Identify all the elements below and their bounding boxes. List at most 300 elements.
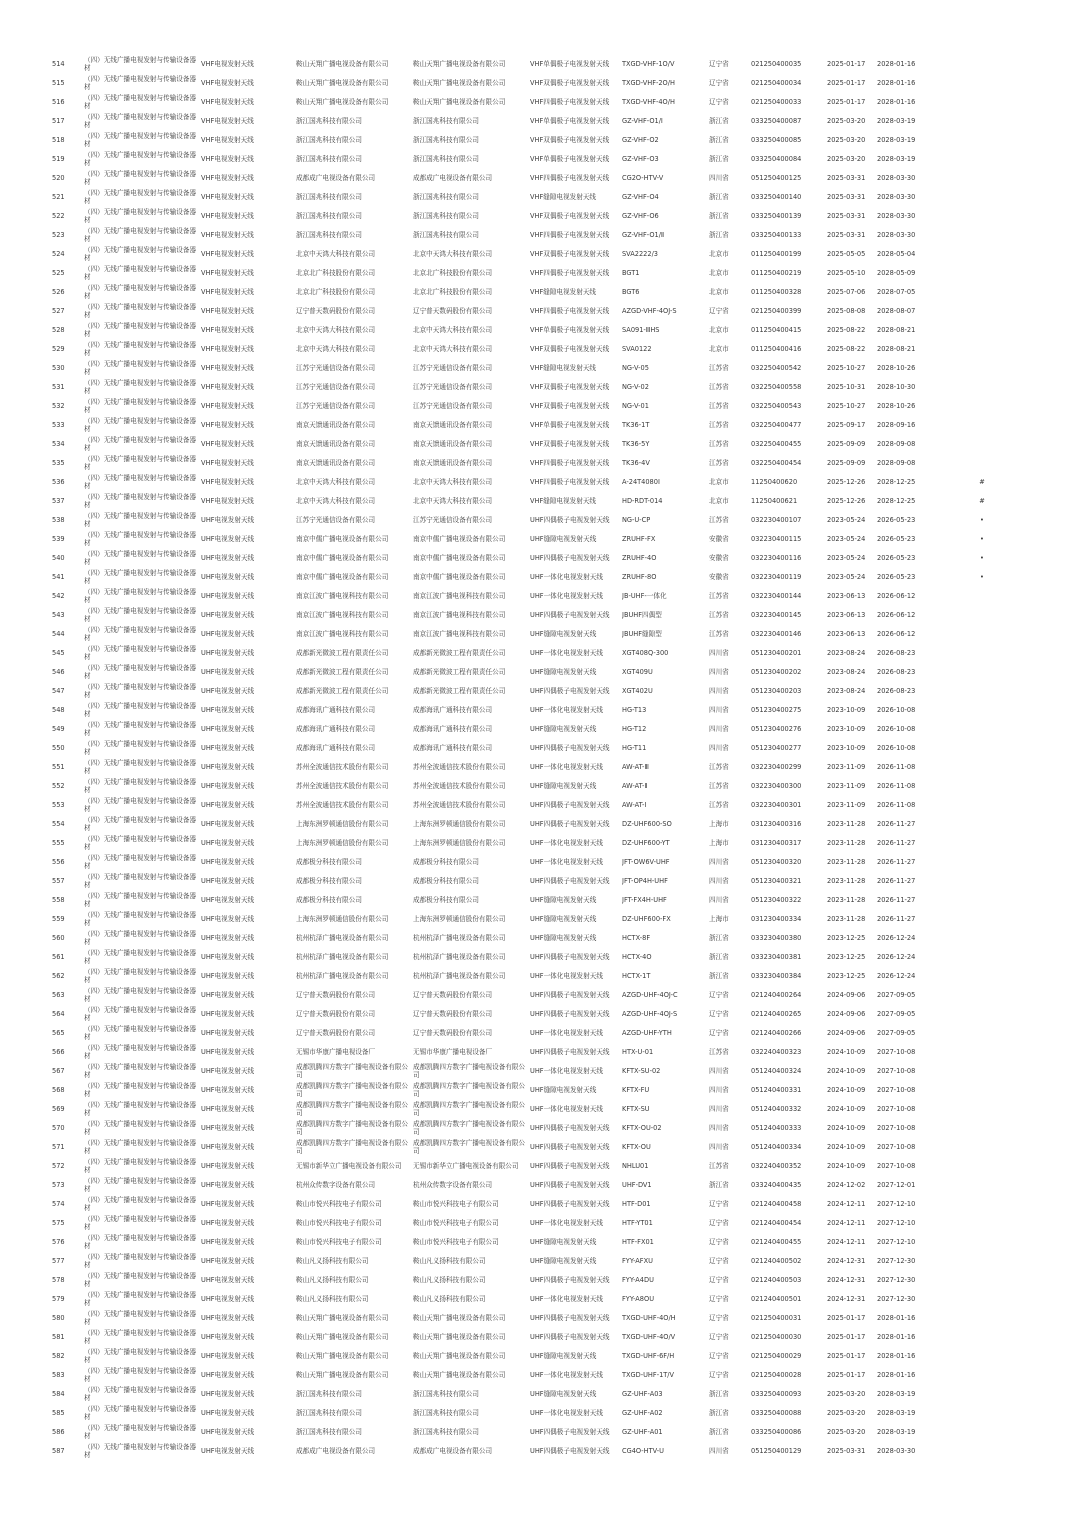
row-number: 529: [52, 344, 65, 353]
province: 江苏省: [709, 458, 729, 467]
issue-date: 2025-03-20: [827, 1427, 866, 1436]
category: （四）无线广播电视发射与传输设备器材: [84, 720, 197, 737]
manufacturer: 成都极分科技有限公司: [296, 895, 362, 904]
applicant: 南京天馈通讯设备有限公司: [413, 420, 493, 429]
product-type: VHF电视发射天线: [201, 363, 254, 372]
applicant: 无锡市华康广播电视设备厂: [413, 1047, 493, 1056]
certificate-number: 032230400116: [751, 553, 802, 562]
product-name: VHF双偶极子电视发射天线: [530, 78, 610, 87]
issue-date: 2025-05-10: [827, 268, 866, 277]
category: （四）无线广播电视发射与传输设备器材: [84, 207, 197, 224]
product-type: UHF电视发射天线: [201, 705, 255, 714]
row-number: 537: [52, 496, 65, 505]
note-mark: [977, 55, 987, 74]
product-type: UHF电视发射天线: [201, 1332, 255, 1341]
expiry-date: 2028-01-16: [877, 1313, 916, 1322]
note-mark: •: [980, 515, 984, 524]
product-type: UHF电视发射天线: [201, 1275, 255, 1284]
product-type: VHF电视发射天线: [201, 382, 254, 391]
note-mark: [977, 1062, 987, 1081]
product-name: UHF四偶极子电视发射天线: [530, 686, 610, 695]
table-row: [52, 1423, 987, 1442]
expiry-date: 2028-09-16: [877, 420, 916, 429]
model: SVA2222/3: [622, 249, 658, 258]
issue-date: 2023-11-28: [827, 876, 866, 885]
issue-date: 2024-10-09: [827, 1104, 866, 1113]
expiry-date: 2027-10-08: [877, 1085, 916, 1094]
product-name: UHF一体化电视发射天线: [530, 971, 603, 980]
category: （四）无线广播电视发射与传输设备器材: [84, 226, 197, 243]
applicant: 成都新光微波工程有限责任公司: [413, 667, 506, 676]
category: （四）无线广播电视发射与传输设备器材: [84, 511, 197, 528]
category: （四）无线广播电视发射与传输设备器材: [84, 1195, 197, 1212]
issue-date: 2024-12-11: [827, 1199, 866, 1208]
row-number: 572: [52, 1161, 65, 1170]
province: 辽宁省: [709, 306, 729, 315]
manufacturer: 浙江国兆科技有限公司: [296, 1427, 362, 1436]
row-number: 559: [52, 914, 65, 923]
category: （四）无线广播电视发射与传输设备器材: [84, 1214, 197, 1231]
model: FYY-AFXU: [622, 1256, 653, 1265]
row-number: 543: [52, 610, 65, 619]
certificate-number: 033240400435: [751, 1180, 802, 1189]
expiry-date: 2026-05-23: [877, 534, 916, 543]
product-name: UHF四偶极子电视发射天线: [530, 743, 610, 752]
note-mark: [977, 872, 987, 891]
category: （四）无线广播电视发射与传输设备器材: [84, 853, 197, 870]
product-type: UHF电视发射天线: [201, 724, 255, 733]
note-mark: [977, 720, 987, 739]
applicant: 成都极分科技有限公司: [413, 895, 479, 904]
product-name: VHF双偶极子电视发射天线: [530, 401, 610, 410]
model: TXGD-UHF-1T/V: [622, 1370, 675, 1379]
table-row: [52, 606, 987, 625]
note-mark: [977, 1328, 987, 1347]
province: 辽宁省: [709, 990, 729, 999]
expiry-date: 2026-05-23: [877, 553, 916, 562]
manufacturer: 江苏宁光通信设备有限公司: [296, 363, 376, 372]
model: A-24T4080I: [622, 477, 660, 486]
model: TK36-1T: [622, 420, 650, 429]
row-number: 562: [52, 971, 65, 980]
table-row: [52, 1214, 987, 1233]
product-name: UHF一体化电视发射天线: [530, 1408, 603, 1417]
province: 上海市: [709, 819, 729, 828]
row-number: 527: [52, 306, 65, 315]
model: AZGD-UHF-4OJ-C: [622, 990, 678, 999]
model: HG-T12: [622, 724, 647, 733]
expiry-date: 2028-08-21: [877, 325, 916, 334]
product-name: UHF一体化电视发射天线: [530, 1028, 603, 1037]
certificate-number: 051230400321: [751, 876, 802, 885]
note-mark: [977, 739, 987, 758]
certificate-number: 033230400380: [751, 933, 802, 942]
row-number: 528: [52, 325, 65, 334]
row-number: 583: [52, 1370, 65, 1379]
product-name: UHF四偶极子电视发射天线: [530, 610, 610, 619]
category: （四）无线广播电视发射与传输设备器材: [84, 1043, 197, 1060]
model: BGT6: [622, 287, 640, 296]
certificate-number: 051230400322: [751, 895, 802, 904]
note-mark: [977, 340, 987, 359]
model: GZ-UHF-A01: [622, 1427, 663, 1436]
certificate-number: 033230400384: [751, 971, 802, 980]
applicant: 杭州杭泽广播电视设备有限公司: [413, 952, 506, 961]
note-mark: [977, 625, 987, 644]
category: （四）无线广播电视发射与传输设备器材: [84, 948, 197, 965]
product-type: UHF电视发射天线: [201, 1351, 255, 1360]
expiry-date: 2028-03-19: [877, 1389, 916, 1398]
manufacturer: 南京江波广播电视科技有限公司: [296, 591, 389, 600]
model: KFTX-FU: [622, 1085, 650, 1094]
expiry-date: 2026-10-08: [877, 724, 916, 733]
table-row: [52, 834, 987, 853]
applicant: 南京中儒广播电视设备有限公司: [413, 572, 506, 581]
product-name: UHF一体化电视发射天线: [530, 1104, 603, 1113]
applicant: 成都凯腾四方数字广播电视设备有限公司: [413, 1138, 526, 1155]
issue-date: 2025-08-08: [827, 306, 866, 315]
applicant: 杭州杭泽广播电视设备有限公司: [413, 971, 506, 980]
expiry-date: 2027-12-10: [877, 1218, 916, 1227]
model: KFTX-SU-02: [622, 1066, 661, 1075]
province: 上海市: [709, 838, 729, 847]
product-type: VHF电视发射天线: [201, 420, 254, 429]
model: GZ-VHF-O2: [622, 135, 659, 144]
product-type: VHF电视发射天线: [201, 135, 254, 144]
province: 浙江省: [709, 1408, 729, 1417]
product-name: UHF四偶极子电视发射天线: [530, 1161, 610, 1170]
issue-date: 2025-09-09: [827, 439, 866, 448]
note-mark: [977, 416, 987, 435]
expiry-date: 2027-10-08: [877, 1161, 916, 1170]
certificate-number: 051230400320: [751, 857, 802, 866]
expiry-date: 2028-03-19: [877, 154, 916, 163]
manufacturer: 鞍山天翔广播电视设备有限公司: [296, 1351, 389, 1360]
row-number: 519: [52, 154, 65, 163]
row-number: 560: [52, 933, 65, 942]
issue-date: 2023-08-24: [827, 648, 866, 657]
province: 浙江省: [709, 135, 729, 144]
product-name: VHF缝隙电视发射天线: [530, 287, 597, 296]
row-number: 570: [52, 1123, 65, 1132]
table-row: [52, 758, 987, 777]
applicant: 南京江波广播电视科技有限公司: [413, 629, 506, 638]
certificate-number: 021240400265: [751, 1009, 802, 1018]
note-mark: [977, 169, 987, 188]
certificate-number: 032230400301: [751, 800, 802, 809]
table-body: [52, 55, 987, 1461]
certificate-number: 051240400334: [751, 1142, 802, 1151]
model: JFT-OP4H-UHF: [622, 876, 668, 885]
row-number: 575: [52, 1218, 65, 1227]
province: 浙江省: [709, 1180, 729, 1189]
row-number: 514: [52, 59, 65, 68]
certificate-number: 031230400317: [751, 838, 802, 847]
manufacturer: 浙江国兆科技有限公司: [296, 1408, 362, 1417]
category: （四）无线广播电视发射与传输设备器材: [84, 1176, 197, 1193]
applicant: 浙江国兆科技有限公司: [413, 116, 479, 125]
applicant: 北京中天鸿大科技有限公司: [413, 249, 493, 258]
expiry-date: 2028-01-16: [877, 1351, 916, 1360]
product-name: VHF双偶极子电视发射天线: [530, 382, 610, 391]
product-type: UHF电视发射天线: [201, 1408, 255, 1417]
certificate-number: 033250400087: [751, 116, 802, 125]
issue-date: 2024-12-02: [827, 1180, 866, 1189]
manufacturer: 成都凯腾四方数字广播电视设备有限公司: [296, 1119, 409, 1136]
table-row: [52, 1081, 987, 1100]
province: 北京市: [709, 249, 729, 258]
manufacturer: 无锡市新华立广播电视设备有限公司: [296, 1161, 402, 1170]
certificate-number: 033250400084: [751, 154, 802, 163]
expiry-date: 2028-10-26: [877, 363, 916, 372]
note-mark: [977, 454, 987, 473]
note-mark: [977, 1252, 987, 1271]
row-number: 553: [52, 800, 65, 809]
category: （四）无线广播电视发射与传输设备器材: [84, 245, 197, 262]
model: SVA0122: [622, 344, 652, 353]
expiry-date: 2026-08-23: [877, 667, 916, 676]
product-type: UHF电视发射天线: [201, 762, 255, 771]
category: （四）无线广播电视发射与传输设备器材: [84, 1423, 197, 1440]
model: DZ-UHF600-YT: [622, 838, 670, 847]
table-row: [52, 910, 987, 929]
product-name: UHF缝隙电视发射天线: [530, 1085, 597, 1094]
category: （四）无线广播电视发射与传输设备器材: [84, 796, 197, 813]
category: （四）无线广播电视发射与传输设备器材: [84, 549, 197, 566]
row-number: 541: [52, 572, 65, 581]
applicant: 苏州全波通信技术股份有限公司: [413, 800, 506, 809]
manufacturer: 南京中儒广播电视设备有限公司: [296, 572, 389, 581]
province: 江苏省: [709, 515, 729, 524]
province: 浙江省: [709, 933, 729, 942]
table-row: [52, 815, 987, 834]
manufacturer: 杭州杭泽广播电视设备有限公司: [296, 971, 389, 980]
expiry-date: 2026-11-27: [877, 876, 916, 885]
category: （四）无线广播电视发射与传输设备器材: [84, 1081, 197, 1098]
category: （四）无线广播电视发射与传输设备器材: [84, 834, 197, 851]
note-mark: [977, 302, 987, 321]
province: 四川省: [709, 1142, 729, 1151]
manufacturer: 上海东洲罗顿通信股份有限公司: [296, 819, 389, 828]
certificate-number: 021250400029: [751, 1351, 802, 1360]
certificate-number: 033250400088: [751, 1408, 802, 1417]
product-type: VHF电视发射天线: [201, 249, 254, 258]
manufacturer: 鞍山凡义扬科技有限公司: [296, 1275, 369, 1284]
note-mark: #: [979, 496, 985, 505]
table-row: [52, 511, 987, 530]
model: TK36-5Y: [622, 439, 650, 448]
issue-date: 2024-10-09: [827, 1161, 866, 1170]
expiry-date: 2028-08-21: [877, 344, 916, 353]
product-name: UHF四偶极子电视发射天线: [530, 1009, 610, 1018]
note-mark: [977, 1442, 987, 1461]
product-name: UHF四偶极子电视发射天线: [530, 876, 610, 885]
row-number: 536: [52, 477, 65, 486]
manufacturer: 苏州全波通信技术股份有限公司: [296, 762, 389, 771]
table-row: [52, 1005, 987, 1024]
product-type: VHF电视发射天线: [201, 344, 254, 353]
note-mark: [977, 226, 987, 245]
table-row: [52, 1024, 987, 1043]
expiry-date: 2027-09-05: [877, 1009, 916, 1018]
table-row: [52, 701, 987, 720]
table-row: [52, 739, 987, 758]
table-row: [52, 1119, 987, 1138]
manufacturer: 鞍山市悦兴科技电子有限公司: [296, 1218, 382, 1227]
expiry-date: 2027-10-08: [877, 1104, 916, 1113]
row-number: 576: [52, 1237, 65, 1246]
table-row: [52, 872, 987, 891]
province: 辽宁省: [709, 97, 729, 106]
category: （四）无线广播电视发射与传输设备器材: [84, 150, 197, 167]
row-number: 539: [52, 534, 65, 543]
table-row: [52, 853, 987, 872]
row-number: 554: [52, 819, 65, 828]
product-name: UHF一体化电视发射天线: [530, 572, 603, 581]
expiry-date: 2028-03-30: [877, 211, 916, 220]
expiry-date: 2027-12-30: [877, 1275, 916, 1284]
table-row: [52, 55, 987, 74]
manufacturer: 鞍山天翔广播电视设备有限公司: [296, 78, 389, 87]
certificate-number: 021250400035: [751, 59, 802, 68]
manufacturer: 鞍山市悦兴科技电子有限公司: [296, 1199, 382, 1208]
issue-date: 2024-10-09: [827, 1142, 866, 1151]
table-row: [52, 378, 987, 397]
issue-date: 2023-11-28: [827, 895, 866, 904]
note-mark: [977, 207, 987, 226]
note-mark: [977, 1119, 987, 1138]
province: 北京市: [709, 287, 729, 296]
issue-date: 2023-05-24: [827, 515, 866, 524]
manufacturer: 辽宁普天数码股份有限公司: [296, 990, 376, 999]
note-mark: [977, 1423, 987, 1442]
manufacturer: 辽宁普天数码股份有限公司: [296, 1028, 376, 1037]
category: （四）无线广播电视发射与传输设备器材: [84, 1005, 197, 1022]
manufacturer: 成都新光微波工程有限责任公司: [296, 686, 389, 695]
note-mark: #: [979, 477, 985, 486]
product-name: UHF一体化电视发射天线: [530, 648, 603, 657]
certificate-number: 051230400275: [751, 705, 802, 714]
model: FYY-A4DU: [622, 1275, 654, 1284]
note-mark: [977, 1024, 987, 1043]
manufacturer: 鞍山天翔广播电视设备有限公司: [296, 59, 389, 68]
table-row: [52, 1252, 987, 1271]
product-name: VHF四偶极子电视发射天线: [530, 458, 610, 467]
note-mark: [977, 74, 987, 93]
product-type: UHF电视发射天线: [201, 1446, 255, 1455]
certificate-number: 032240400352: [751, 1161, 802, 1170]
province: 四川省: [709, 724, 729, 733]
issue-date: 2023-11-28: [827, 838, 866, 847]
province: 江苏省: [709, 420, 729, 429]
manufacturer: 北京北广科技股份有限公司: [296, 287, 376, 296]
province: 浙江省: [709, 154, 729, 163]
province: 浙江省: [709, 1389, 729, 1398]
certificate-number: 032230400146: [751, 629, 802, 638]
row-number: 518: [52, 135, 65, 144]
province: 四川省: [709, 667, 729, 676]
manufacturer: 南京天馈通讯设备有限公司: [296, 439, 376, 448]
applicant: 无锡市新华立广播电视设备有限公司: [413, 1161, 519, 1170]
applicant: 成都新光微波工程有限责任公司: [413, 686, 506, 695]
category: （四）无线广播电视发射与传输设备器材: [84, 340, 197, 357]
province: 江苏省: [709, 800, 729, 809]
certificate-number: 033250400086: [751, 1427, 802, 1436]
applicant: 成都极分科技有限公司: [413, 857, 479, 866]
manufacturer: 鞍山市悦兴科技电子有限公司: [296, 1237, 382, 1246]
certificate-number: 033250400085: [751, 135, 802, 144]
note-mark: •: [980, 534, 984, 543]
province: 辽宁省: [709, 1009, 729, 1018]
expiry-date: 2028-01-16: [877, 78, 916, 87]
province: 四川省: [709, 648, 729, 657]
model: HCTX-4O: [622, 952, 652, 961]
manufacturer: 成都极分科技有限公司: [296, 876, 362, 885]
category: （四）无线广播电视发射与传输设备器材: [84, 1347, 197, 1364]
row-number: 521: [52, 192, 65, 201]
manufacturer: 成都凯腾四方数字广播电视设备有限公司: [296, 1062, 409, 1079]
product-name: UHF缝隙电视发射天线: [530, 1351, 597, 1360]
product-type: VHF电视发射天线: [201, 287, 254, 296]
product-type: UHF电视发射天线: [201, 876, 255, 885]
certificate-number: 032250400455: [751, 439, 802, 448]
model: HG-T13: [622, 705, 647, 714]
note-mark: [977, 397, 987, 416]
product-type: UHF电视发射天线: [201, 971, 255, 980]
expiry-date: 2027-10-08: [877, 1123, 916, 1132]
table-row: [52, 1328, 987, 1347]
category: （四）无线广播电视发射与传输设备器材: [84, 1024, 197, 1041]
certificate-number: 033250400093: [751, 1389, 802, 1398]
model: ZRUHF-8O: [622, 572, 657, 581]
expiry-date: 2028-08-07: [877, 306, 916, 315]
product-type: UHF电视发射天线: [201, 1389, 255, 1398]
expiry-date: 2026-06-12: [877, 629, 916, 638]
model: GZ-UHF-A03: [622, 1389, 663, 1398]
certificate-number: 021250400031: [751, 1313, 802, 1322]
product-name: UHF四偶极子电视发射天线: [530, 1180, 610, 1189]
category: （四）无线广播电视发射与传输设备器材: [84, 682, 197, 699]
product-name: VHF单偶极子电视发射天线: [530, 59, 610, 68]
table-row: [52, 416, 987, 435]
row-number: 569: [52, 1104, 65, 1113]
category: （四）无线广播电视发射与传输设备器材: [84, 986, 197, 1003]
applicant: 成都海讯广通科技有限公司: [413, 705, 493, 714]
applicant: 江苏宁光通信设备有限公司: [413, 363, 493, 372]
row-number: 540: [52, 553, 65, 562]
product-name: UHF四偶极子电视发射天线: [530, 1199, 610, 1208]
product-name: UHF一体化电视发射天线: [530, 762, 603, 771]
category: （四）无线广播电视发射与传输设备器材: [84, 397, 197, 414]
category: （四）无线广播电视发射与传输设备器材: [84, 872, 197, 889]
issue-date: 2023-11-09: [827, 800, 866, 809]
province: 北京市: [709, 477, 729, 486]
certificate-number: 021240400455: [751, 1237, 802, 1246]
applicant: 江苏宁光通信设备有限公司: [413, 515, 493, 524]
expiry-date: 2026-10-08: [877, 705, 916, 714]
product-type: UHF电视发射天线: [201, 800, 255, 809]
certificate-number: 032230400107: [751, 515, 802, 524]
model: KFTX-SU: [622, 1104, 650, 1113]
certificate-number: 021240400264: [751, 990, 802, 999]
issue-date: 2023-10-09: [827, 705, 866, 714]
issue-date: 2025-03-20: [827, 154, 866, 163]
expiry-date: 2026-11-08: [877, 762, 916, 771]
expiry-date: 2026-06-12: [877, 610, 916, 619]
expiry-date: 2026-11-08: [877, 781, 916, 790]
expiry-date: 2026-05-23: [877, 572, 916, 581]
model: CG2O-HTV-V: [622, 173, 664, 182]
